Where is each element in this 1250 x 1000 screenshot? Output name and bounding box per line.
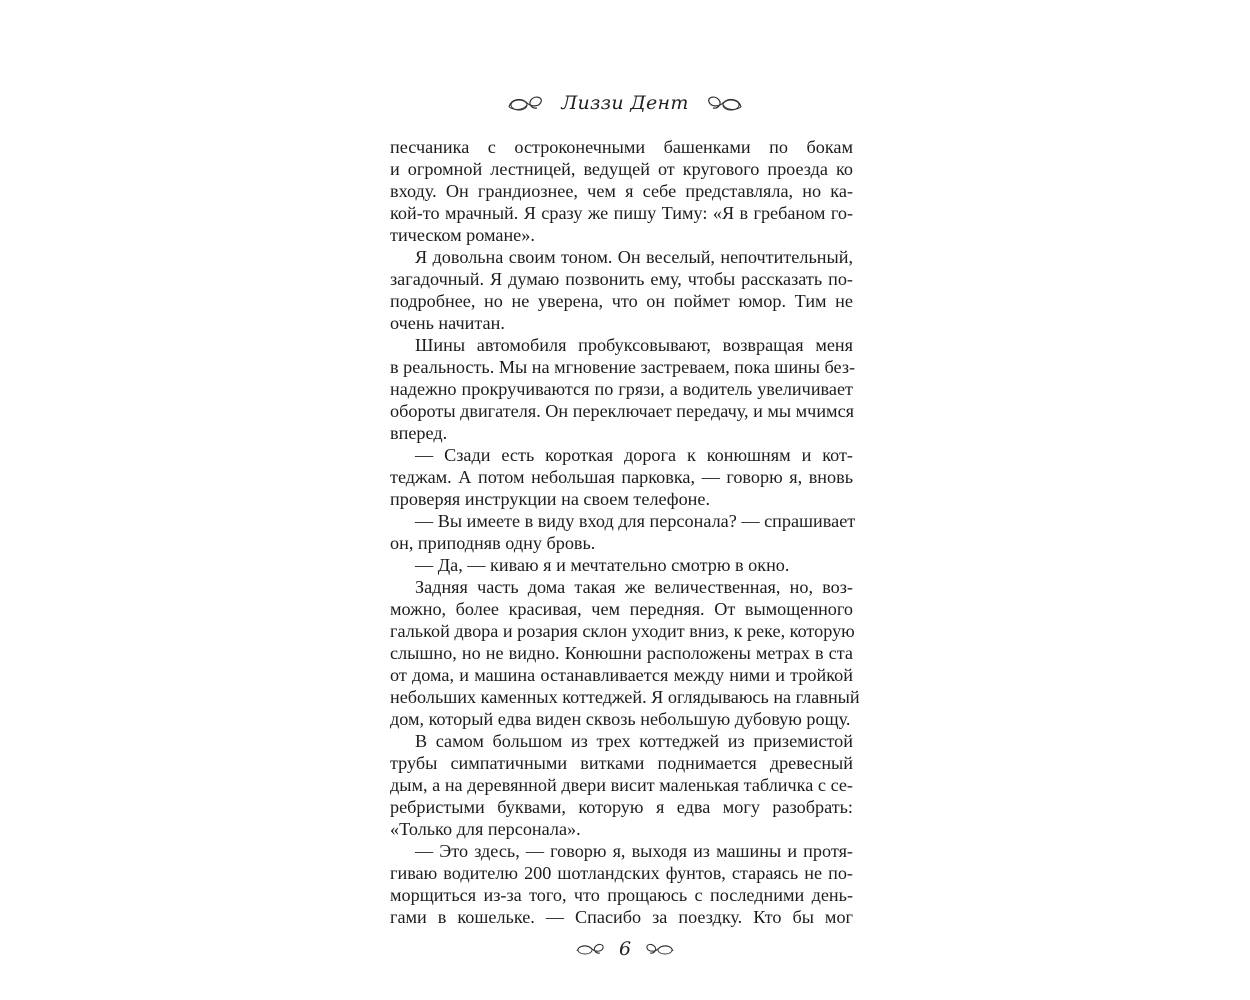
text-line: дом, который едва виден сквозь небольшую дубовую рощу. <box>390 709 851 729</box>
text-line: трубы симпатичными витками поднимается древесный <box>390 753 853 773</box>
text-line: можно, более красивая, чем передняя. От вымощенного <box>390 599 853 619</box>
text-line: В самом большом из трех коттеджей из приземистой <box>415 731 853 751</box>
dialogue-paragraph <box>390 444 853 510</box>
text-line: Я довольна своим тоном. Он веселый, непочтительный, <box>415 247 853 267</box>
body-text <box>390 136 860 928</box>
text-line: — Да, — киваю я и мечтательно смотрю в окно. <box>415 555 790 575</box>
text-line: очень начитан. <box>390 313 505 333</box>
text-line: обороты двигателя. Он переключает передачу, и мы мчимся <box>390 401 855 421</box>
text-line: морщиться из-за того, что прощаюсь с последними день- <box>390 885 853 905</box>
text-line: кой-то мрачный. Я сразу же пишу Тиму: «Я в гребаном го- <box>390 203 853 223</box>
text-line: песчаника с остроконечными башенками по бокам <box>390 137 853 157</box>
text-line: от дома, и машина останавливается между ними и тройкой <box>390 665 853 685</box>
text-line: он, приподняв одну бровь. <box>390 533 596 553</box>
page-number: 6 <box>618 938 632 960</box>
text-line: и огромной лестницей, ведущей от кругового проезда ко <box>390 159 853 179</box>
text-line: загадочный. Я думаю позвонить ему, чтобы рассказать по- <box>390 269 853 289</box>
text-line: подробнее, но не уверена, что он поймет юмор. Тим не <box>390 291 853 311</box>
text-line: «Только для персонала». <box>390 819 581 839</box>
flourish-left-icon <box>575 941 609 957</box>
text-line: в реальность. Мы на мгновение застреваем, пока шины без- <box>390 357 856 377</box>
text-line: гами в кошельке. — Спасибо за поездку. Кто бы мог <box>390 907 853 927</box>
text-line: Задняя часть дома такая же величественная, но, воз- <box>415 577 853 597</box>
text-line: надежно прокручиваются по грязи, а водитель увеличивает <box>390 379 853 399</box>
running-header <box>0 92 1250 114</box>
text-line: слышно, но не видно. Конюшни расположены метрах в ста <box>390 643 853 663</box>
dialogue-paragraph <box>390 510 856 554</box>
text-line: гиваю водителю 200 шотландских фунтов, стараясь не по- <box>390 863 853 883</box>
paragraph <box>390 730 853 840</box>
dialogue-paragraph <box>390 840 853 928</box>
text-line: ребристыми буквами, которую я едва могу разобрать: <box>390 797 853 817</box>
text-line: Шины автомобиля пробуксовывают, возвращая меня <box>415 335 853 355</box>
flourish-left-icon <box>507 93 547 113</box>
page-footer <box>0 938 1250 960</box>
text-line: проверяя инструкции на своем телефоне. <box>390 489 711 509</box>
text-line: входу. Он грандиознее, чем я себе представляла, но ка- <box>390 181 853 201</box>
text-line: теджам. А потом небольшая парковка, — говорю я, вновь <box>390 467 853 487</box>
paragraph <box>390 246 853 334</box>
paragraph <box>390 136 853 246</box>
text-line: вперед. <box>390 423 448 443</box>
text-line: — Сзади есть короткая дорога к конюшням и кот- <box>415 445 853 465</box>
paragraph <box>390 334 856 444</box>
flourish-right-icon <box>641 941 675 957</box>
text-line: галькой двора и розария склон уходит вниз, к реке, которую <box>390 621 855 641</box>
text-line: дым, а на деревянной двери висит маленькая табличка с се- <box>390 775 853 795</box>
dialogue-paragraph <box>390 554 853 576</box>
text-line: — Это здесь, — говорю я, выходя из машины и протя- <box>415 841 853 861</box>
running-title: Лиззи Дент <box>561 92 689 114</box>
text-line: — Вы имеете в виду вход для персонала? — спрашивает <box>415 511 856 531</box>
paragraph <box>390 576 860 730</box>
flourish-right-icon <box>703 93 743 113</box>
text-line: небольших каменных коттеджей. Я оглядываюсь на главный <box>390 687 860 707</box>
text-line: тическом романе». <box>390 225 535 245</box>
